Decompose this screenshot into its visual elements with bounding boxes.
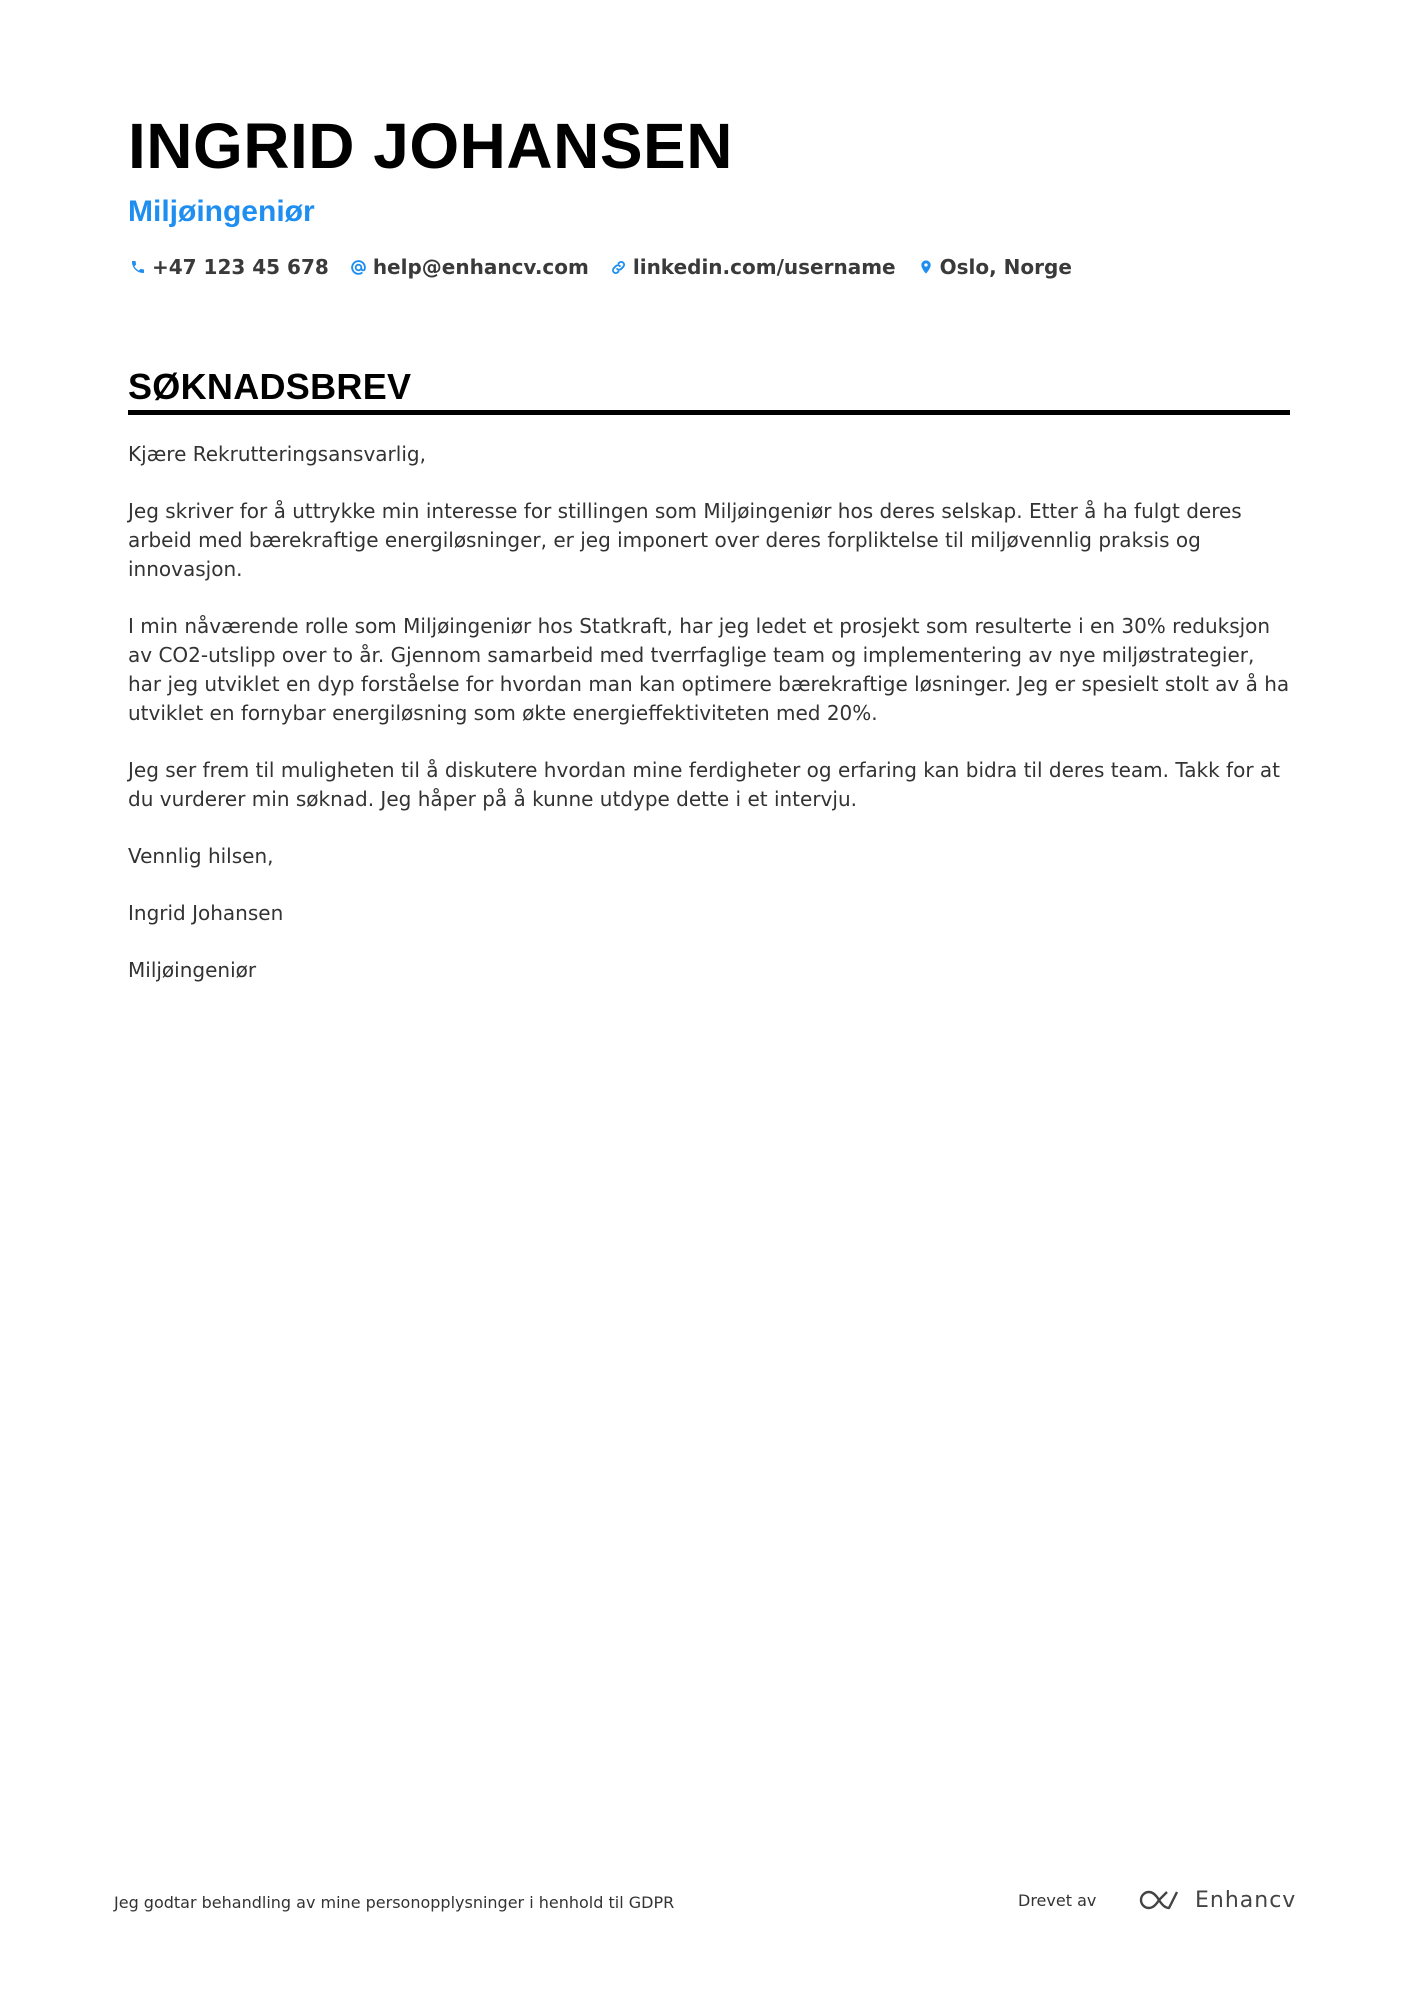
contact-linkedin-text[interactable]: linkedin.com/username: [632, 255, 896, 279]
letter-closing: Vennlig hilsen,: [128, 844, 274, 868]
letter-paragraph-1: Jeg skriver for å uttrykke min interesse for stillingen som Miljøingeniør hos deres selskap. Etter å ha fulgt deres arbeid med bærekraftige energiløsninger, er jeg imponert over deres forpliktelse til miljøvennlig praksis og innovasjon.: [128, 499, 1242, 581]
contact-email[interactable]: [349, 253, 589, 281]
letter-salutation: Kjære Rekrutteringsansvarlig,: [128, 442, 426, 466]
enhancv-logo[interactable]: [1137, 1880, 1296, 1920]
link-icon: [609, 257, 629, 277]
letter-paragraph-3: Jeg ser frem til muligheten til å diskutere hvordan mine ferdigheter og erfaring kan bidra til deres team. Takk for at du vurderer min søknad. Jeg håper på å kunne utdype dette i et intervju.: [128, 758, 1280, 811]
letter-signature-title: Miljøingeniør: [128, 958, 257, 982]
gdpr-consent-text: Jeg godtar behandling av mine personopplysninger i henhold til GDPR: [114, 1893, 675, 1912]
section-divider: [128, 410, 1290, 415]
contact-linkedin[interactable]: [609, 253, 896, 281]
candidate-name: INGRID JOHANSEN: [128, 110, 733, 182]
letter-body: [128, 440, 1290, 1013]
contact-phone-text: +47 123 45 678: [152, 255, 329, 279]
at-icon: [349, 257, 369, 277]
location-pin-icon: [916, 257, 936, 277]
contact-phone: [128, 253, 329, 281]
contact-email-text[interactable]: help@enhancv.com: [372, 255, 589, 279]
section-heading: SØKNADSBREV: [128, 366, 412, 407]
enhancv-brand-text: Enhancv: [1195, 1887, 1297, 1913]
letter-signature-name: Ingrid Johansen: [128, 901, 284, 925]
phone-icon: [128, 257, 148, 277]
contact-location: [916, 253, 1072, 281]
powered-by-label: Drevet av: [1018, 1891, 1097, 1910]
infinity-logo-icon: [1137, 1887, 1185, 1913]
contact-bar: [128, 253, 1092, 281]
letter-paragraph-2: I min nåværende rolle som Miljøingeniør hos Statkraft, har jeg ledet et prosjekt som resulterte i en 30% reduksjon av CO2-utslipp over to år. Gjennom samarbeid med tverrfaglige team og implementering av nye miljøstrategier, har jeg utviklet en dyp forståelse for hvordan man kan optimere bærekraftige løsninger. Jeg er spesielt stolt av å ha utviklet en fornybar energiløsning som økte energieffektiviteten med 20%.: [128, 614, 1290, 725]
contact-location-text: Oslo, Norge: [939, 255, 1072, 279]
candidate-title: Miljøingeniør: [128, 195, 315, 228]
